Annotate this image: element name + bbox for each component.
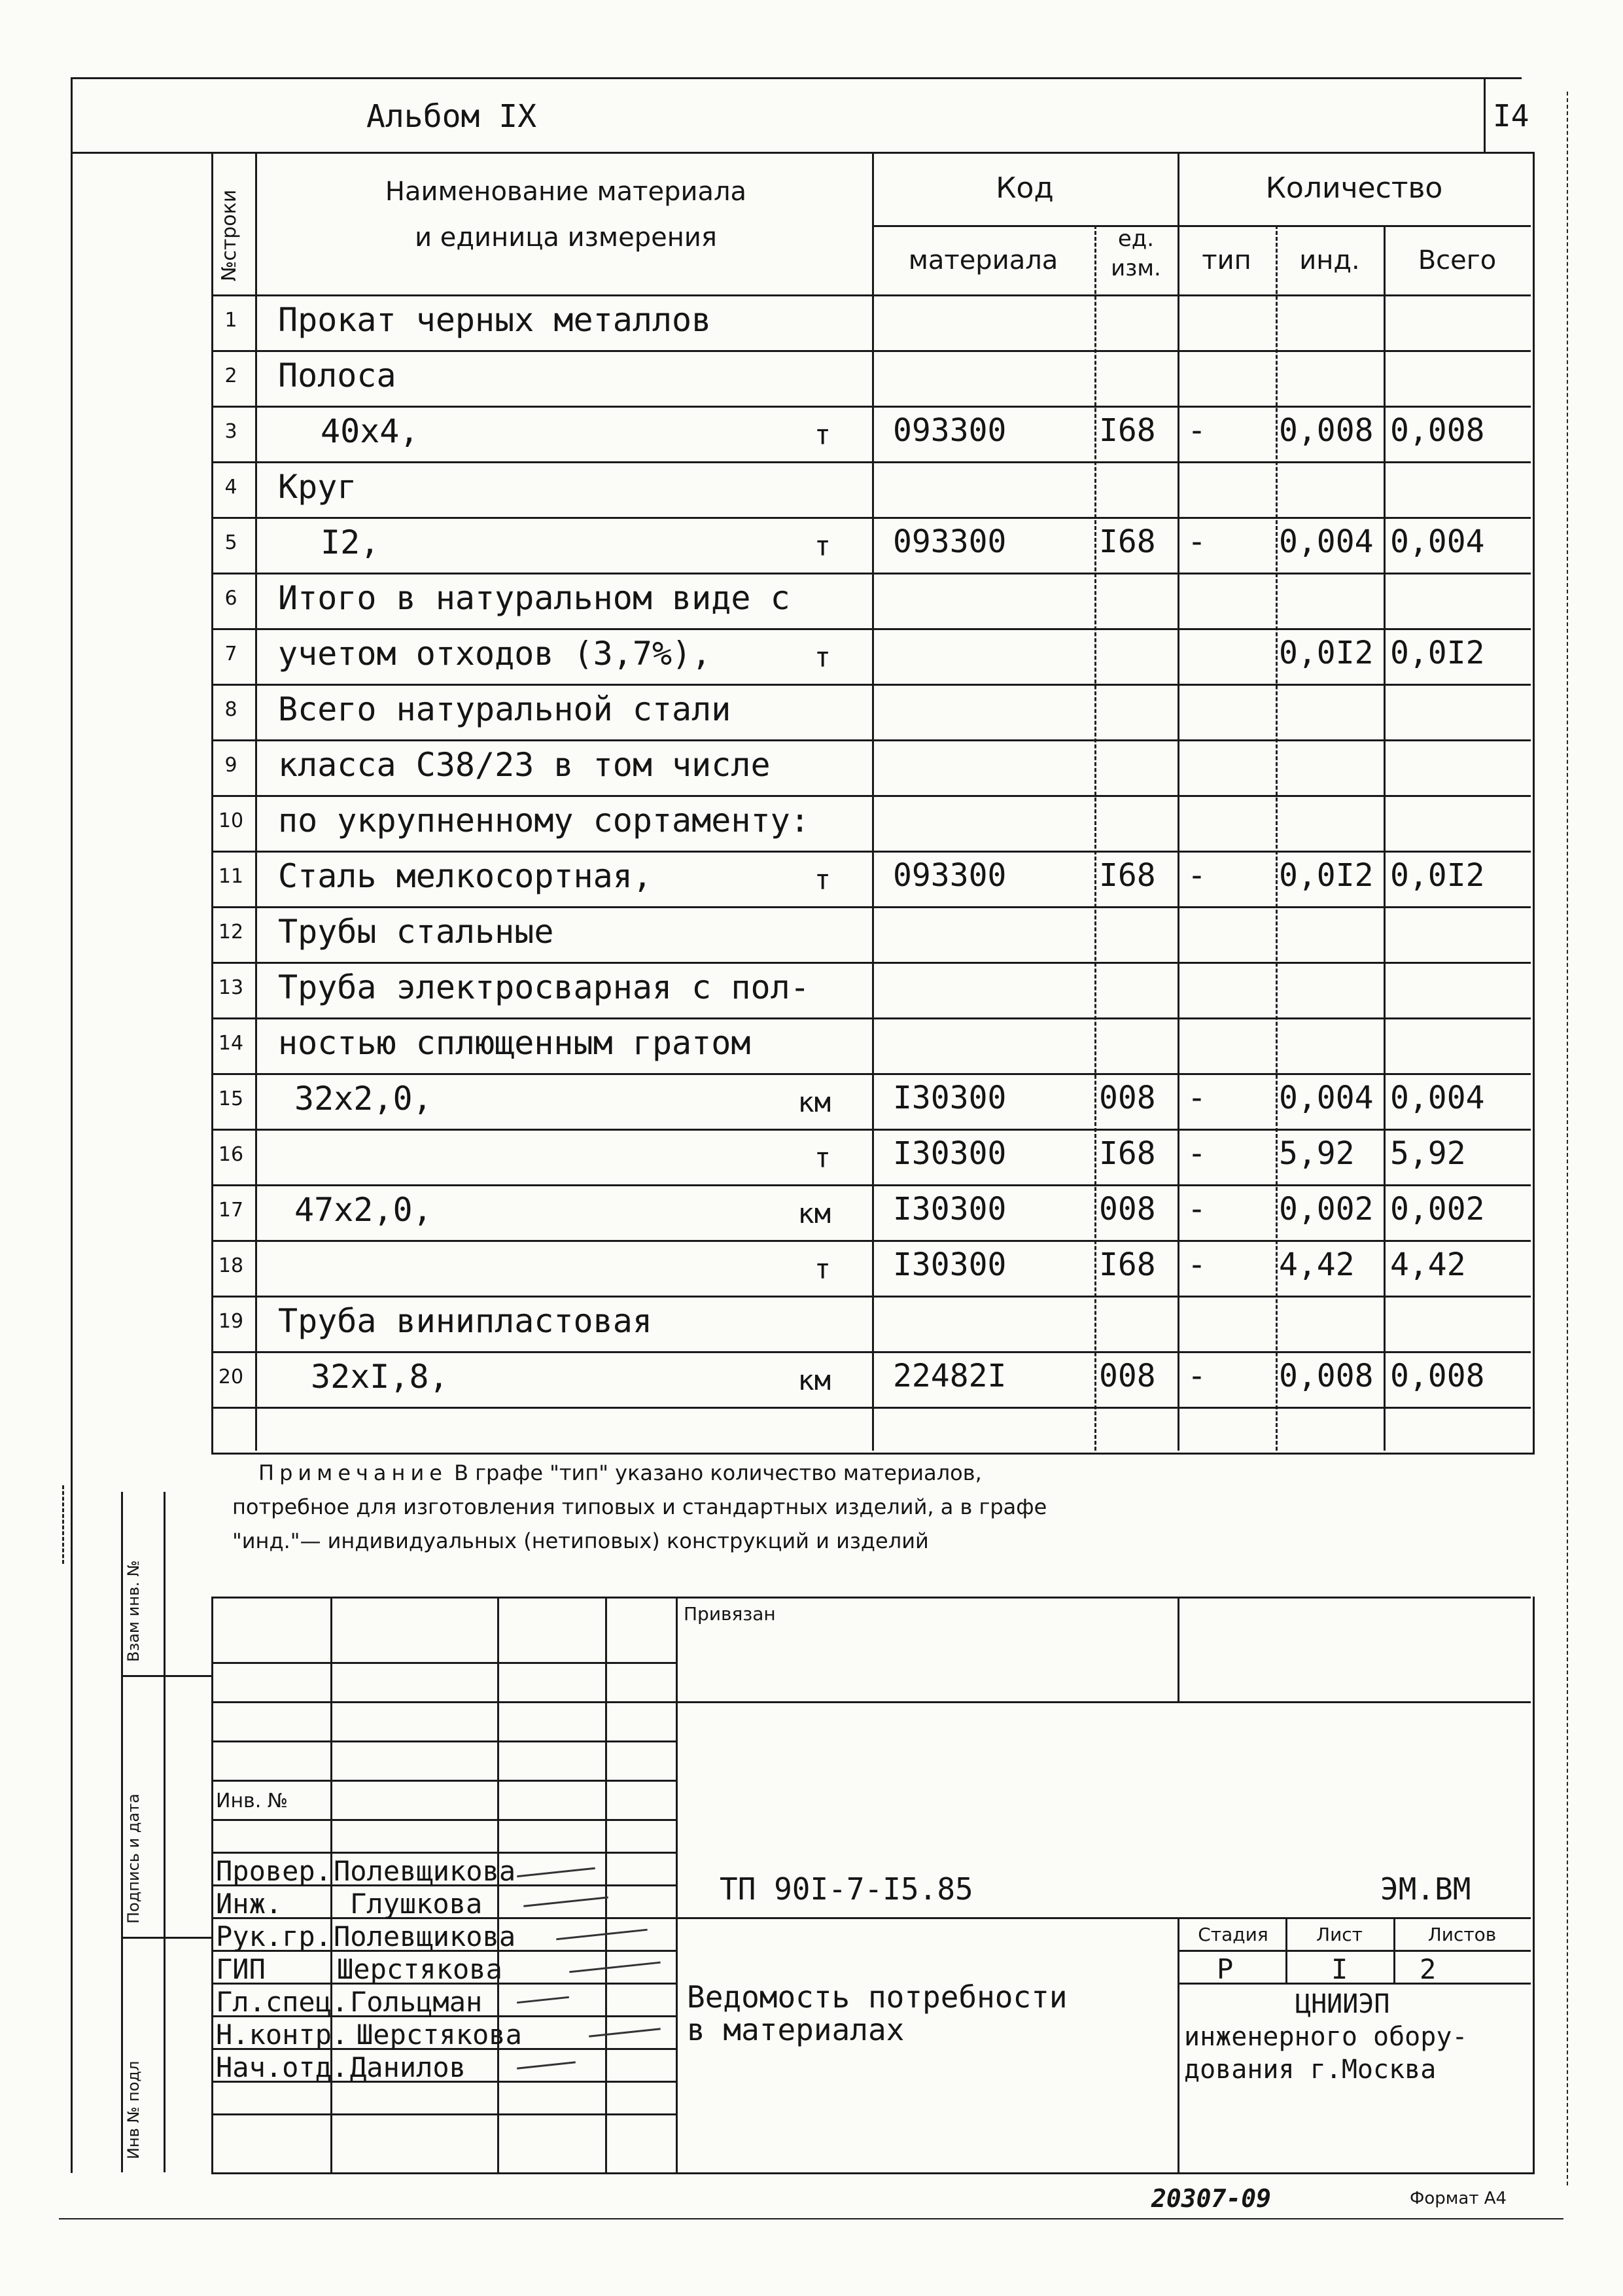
qty-tip: - [1187,1358,1206,1394]
name-header-line1: Наименование материала [385,177,747,207]
unit: т [814,530,831,562]
right-edge-mark [1567,92,1568,2185]
qty-tip: - [1187,1135,1206,1172]
material-name: учетом отходов (3,7%), [278,635,712,673]
document-title-line1: Ведомость потребности [687,1979,1068,2015]
row-number: 11 [218,865,244,888]
material-code: 093300 [893,523,1007,560]
stage-label: Стадия [1198,1924,1268,1945]
unit-code: I68 [1099,1135,1156,1172]
album-title: Альбом IX [366,98,537,135]
name-header-line2: и единица измерения [415,222,717,253]
row-number: 13 [218,976,244,999]
bottom-edge-line [59,2218,1563,2219]
table-row [0,1073,1623,1129]
row-number: 15 [218,1087,244,1110]
material-name: I2, [321,523,380,561]
organization-line2: инженерного обору- [1184,2022,1468,2052]
tb-col [1178,1597,1179,1701]
sheet-label: Лист [1316,1924,1363,1945]
row-number: 7 [224,643,237,665]
left-edge-mark [62,1485,64,1564]
qty-ind: 0,004 [1279,1080,1374,1116]
table-row [0,1184,1623,1240]
quantity-header: Количество [1265,171,1443,205]
material-code: 093300 [893,857,1007,894]
tb-col [676,1597,678,2172]
table-row [0,906,1623,962]
unit-code: 008 [1099,1080,1156,1116]
document-mark: ЭМ.ВМ [1380,1871,1471,1907]
sheets-label: Листов [1427,1924,1497,1945]
row-number: 19 [218,1310,244,1333]
unit-code: 008 [1099,1358,1156,1394]
qty-tip: - [1187,412,1206,449]
material-name: Всего натуральной стали [278,690,731,728]
signatory-role: Н.контр. [216,2019,349,2051]
table-row [0,406,1623,461]
row-number: 16 [218,1143,244,1166]
signatory-role: Провер. [216,1855,332,1887]
qty-total: 0,008 [1390,412,1485,449]
note-text: В графе "тип" указано количество материалов, потребное для изготовления типовых и стандартных изделий, а в графе "инд."— индивидуальных (нетиповых) конструкций и изделий [232,1460,1047,1553]
unit: км [797,1086,831,1118]
page-number: I4 [1493,98,1529,133]
signatory-name: Гольцман [350,1986,483,2018]
qty-total: 4,42 [1390,1246,1466,1283]
unit: т [814,419,831,451]
table-row [0,350,1623,406]
unit-code: I68 [1099,1246,1156,1283]
inv-number-label: Инв. № [216,1790,288,1812]
signatory-role: Инж. [216,1888,283,1920]
signatory-name: Полевщикова [334,1920,516,1952]
qty-tip: - [1187,1246,1206,1283]
qty-total: 0,008 [1390,1358,1485,1394]
document-code: ТП 90I-7-I5.85 [720,1871,973,1907]
row-number: 18 [218,1254,244,1277]
material-name: Труба винипластовая [278,1302,652,1340]
row-number: 12 [218,921,244,944]
material-name: 32х2,0, [294,1080,432,1118]
material-code: I30300 [893,1135,1007,1172]
material-name: 40х4, [321,412,419,450]
qty-tip: - [1187,523,1206,560]
unit-header-line1: ед. [1117,226,1155,252]
table-row [0,1240,1623,1296]
signatory-name: Полевщикова [334,1855,516,1887]
qty-ind: 0,002 [1279,1191,1374,1227]
row-number: 5 [224,531,237,554]
tb-col [605,1597,607,2172]
table-row [0,1017,1623,1073]
table-row [0,294,1623,350]
material-name: Прокат черных металлов [278,301,712,339]
qty-total: 0,004 [1390,523,1485,560]
qty-ind: 0,008 [1279,412,1374,449]
qty-total: 0,0I2 [1390,857,1485,894]
table-row [0,517,1623,573]
unit: км [797,1364,831,1396]
material-name: Круг [278,468,357,506]
note-block [232,1456,1050,1558]
row-number: 20 [218,1366,244,1388]
unit: т [814,1142,831,1174]
organization-line1: ЦНИИЭП [1295,1989,1390,2019]
row-number: 2 [224,364,237,387]
tb-col [1178,1917,1179,2172]
side-strip-divider [121,1937,213,1939]
side-strip-line [164,1492,166,2172]
signatory-name: Шерстякова [357,2019,522,2051]
material-code: 093300 [893,412,1007,449]
table-header-mid [872,225,1531,227]
row-number: 17 [218,1199,244,1222]
row-number: 9 [224,754,237,777]
qty-total: 5,92 [1390,1135,1466,1172]
material-name: Сталь мелкосортная, [278,857,652,895]
side-label-podpis: Подпись и дата [124,1793,143,1924]
signatory-role: Гл.спец. [216,1986,349,2018]
signatory-name: Шерстякова [337,1953,502,1985]
unit-code: 008 [1099,1191,1156,1227]
material-code: 22482I [893,1358,1007,1394]
table-row [0,461,1623,517]
table-row [0,1296,1623,1351]
row-number-header: №строки [218,189,241,281]
material-code-header: материала [908,245,1058,275]
row-number: 14 [218,1032,244,1055]
side-strip-line [121,1492,123,2172]
material-name: класса С38/23 в том числе [278,746,771,784]
qty-total: 0,004 [1390,1080,1485,1116]
material-name: ностью сплющенным гратом [278,1024,751,1062]
table-row [0,795,1623,851]
row-number: 10 [218,809,244,832]
qty-total: 0,0I2 [1390,635,1485,671]
material-code: I30300 [893,1080,1007,1116]
sheet-value: I [1331,1953,1348,1985]
unit-code: I68 [1099,523,1156,560]
side-label-inv-podl: Инв № подл [124,2060,143,2159]
unit-code: I68 [1099,857,1156,894]
material-name: по укрупненному сортаменту: [278,802,810,839]
table-row [0,628,1623,684]
qty-ind: 0,0I2 [1279,635,1374,671]
tb-line [1178,1950,1531,1952]
unit-code: I68 [1099,412,1156,449]
material-name: Полоса [278,357,396,395]
sheets-value: 2 [1420,1953,1437,1985]
unit: т [814,1253,831,1285]
signatory-role: Рук.гр. [216,1920,332,1952]
signatory-name: Глушкова [350,1888,483,1920]
side-label-vzam: Взам инв. № [124,1560,143,1662]
unit: км [797,1197,831,1229]
privyazan-label: Привязан [684,1603,776,1625]
table-row [0,962,1623,1017]
table-row [0,1351,1623,1407]
material-code: I30300 [893,1191,1007,1227]
unit-header-line2: изм. [1111,255,1161,281]
table-row [0,573,1623,628]
qty-total: 0,002 [1390,1191,1485,1227]
tip-header: тип [1202,245,1251,275]
signatory-name: Данилов [350,2051,466,2083]
note-label: Примечание [258,1460,447,1485]
material-name: Трубы стальные [278,913,554,951]
copy-number: 20307-09 [1151,2184,1272,2213]
row-number: 8 [224,698,237,721]
qty-ind: 0,008 [1279,1358,1374,1394]
unit: т [814,864,831,896]
total-header: Всего [1418,245,1497,275]
row-line [211,1407,1531,1409]
row-number: 3 [224,420,237,443]
row-number: 1 [224,309,237,332]
row-number: 6 [224,587,237,610]
table-row [0,739,1623,795]
qty-ind: 4,42 [1279,1246,1355,1283]
code-header: Код [996,171,1054,205]
signatory-role: ГИП [216,1953,266,1985]
material-name: 32хI,8, [311,1358,449,1396]
format-label: Формат А4 [1410,2189,1507,2208]
unit: т [814,641,831,673]
material-name: 47х2,0, [294,1191,432,1229]
qty-tip: - [1187,1080,1206,1116]
document-title-line2: в материалах [687,2012,905,2047]
page-number-box-line [1484,77,1486,152]
row-number: 4 [224,476,237,499]
table-row [0,684,1623,739]
material-name: Итого в натуральном виде с [278,579,790,617]
signatory-role: Нач.отд. [216,2051,349,2083]
organization-line3: дования г.Москва [1184,2055,1437,2085]
ind-header: инд. [1299,245,1360,275]
qty-ind: 0,004 [1279,523,1374,560]
qty-ind: 0,0I2 [1279,857,1374,894]
material-code: I30300 [893,1246,1007,1283]
table-row [0,1129,1623,1184]
table-row [0,851,1623,906]
qty-tip: - [1187,1191,1206,1227]
tb-line [211,1701,1531,1703]
tb-top [211,1597,1531,1598]
stage-value: Р [1217,1953,1234,1985]
qty-ind: 5,92 [1279,1135,1355,1172]
qty-tip: - [1187,857,1206,894]
side-strip-divider [121,1675,213,1677]
material-name: Труба электросварная с пол- [278,968,810,1006]
